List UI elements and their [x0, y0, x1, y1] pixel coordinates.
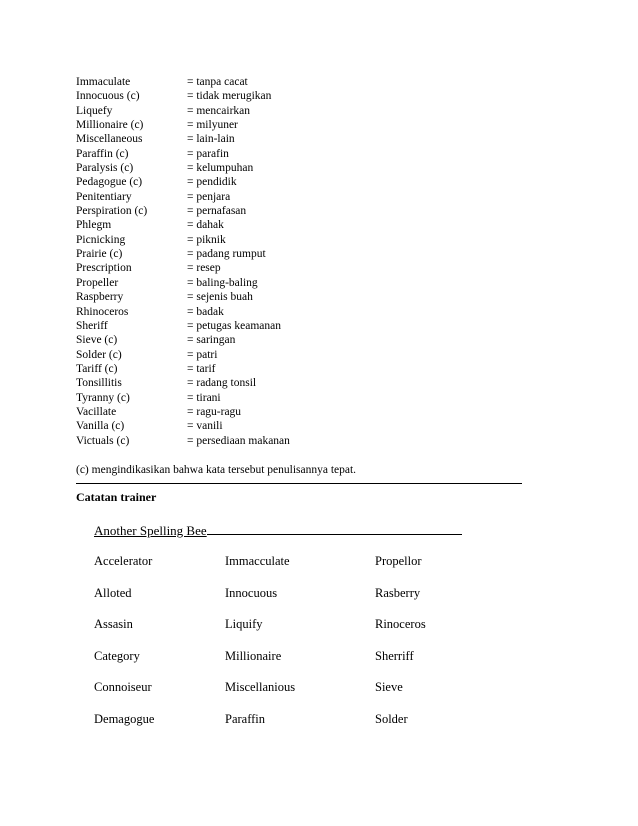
- glossary-row: [76, 118, 576, 132]
- glossary-term: Rhinoceros: [76, 305, 129, 318]
- spelling-bee-row: [94, 648, 495, 680]
- spelling-bee-row: [94, 711, 495, 743]
- glossary-row: [76, 362, 576, 376]
- spelling-bee-word: Rinoceros: [375, 617, 426, 631]
- glossary-meaning: = penjara: [187, 190, 231, 203]
- spelling-bee-grid: [94, 553, 495, 742]
- glossary-row: [76, 204, 576, 218]
- glossary-meaning: = pernafasan: [187, 205, 247, 218]
- glossary-row: [76, 405, 576, 419]
- glossary-row: [76, 89, 576, 103]
- glossary-term: Tyranny (c): [76, 391, 130, 404]
- glossary-meaning: = saringan: [187, 334, 236, 347]
- spelling-bee-word: Sherriff: [375, 648, 414, 663]
- spelling-bee-row: [94, 553, 495, 585]
- glossary-meaning: = tanpa cacat: [187, 76, 248, 88]
- glossary-meaning: = vanili: [187, 420, 223, 433]
- glossary-term: Vanilla (c): [76, 420, 125, 433]
- trainer-notes-heading: Catatan trainer: [76, 490, 157, 504]
- spelling-bee-word: Connoiseur: [94, 680, 152, 694]
- glossary-row: [76, 147, 576, 161]
- spelling-bee-word: Solder: [375, 711, 408, 726]
- title-underline-blank: [207, 521, 462, 535]
- glossary-row: [76, 376, 576, 390]
- glossary-meaning: = padang rumput: [187, 248, 266, 261]
- spelling-bee-word: Innocuous: [225, 585, 278, 600]
- glossary-row: [76, 247, 576, 261]
- glossary-term: Immaculate: [76, 76, 131, 88]
- glossary-meaning: = radang tonsil: [187, 377, 257, 390]
- glossary-row: [76, 348, 576, 362]
- glossary-meaning: = persediaan makanan: [187, 434, 290, 447]
- glossary-term: Tariff (c): [76, 362, 118, 375]
- glossary-term: Innocuous (c): [76, 90, 140, 103]
- glossary-term: Propeller: [76, 276, 119, 289]
- glossary-list: [76, 75, 576, 448]
- spelling-bee-word: Rasberry: [375, 585, 421, 600]
- glossary-term: Paralysis (c): [76, 162, 134, 175]
- glossary-term: Picnicking: [76, 233, 126, 246]
- glossary-meaning: = milyuner: [187, 119, 238, 132]
- glossary-term: Solder (c): [76, 348, 122, 361]
- glossary-term: Prescription: [76, 262, 132, 275]
- glossary-term: Prairie (c): [76, 248, 123, 261]
- glossary-term: Sheriff: [76, 319, 108, 332]
- glossary-meaning: = ragu-ragu: [187, 405, 242, 418]
- glossary-meaning: = petugas keamanan: [187, 319, 281, 332]
- glossary-meaning: = mencairkan: [187, 104, 250, 117]
- spelling-bee-word: Alloted: [94, 585, 132, 600]
- glossary-row: [76, 305, 576, 319]
- glossary-row: [76, 104, 576, 118]
- spelling-bee-row: [94, 585, 495, 617]
- spelling-bee-row: [94, 679, 495, 711]
- glossary-row: [76, 319, 576, 333]
- glossary-term: Liquefy: [76, 104, 113, 117]
- spelling-bee-word: Category: [94, 648, 140, 663]
- spelling-bee-row: [94, 616, 495, 648]
- spelling-bee-word: Liquify: [225, 617, 263, 631]
- glossary-term: Tonsillitis: [76, 377, 122, 390]
- spelling-bee-word: Assasin: [94, 617, 133, 631]
- spelling-bee-word: Immacculate: [225, 554, 290, 568]
- glossary-term: Pedagogue (c): [76, 176, 143, 189]
- glossary-row: [76, 233, 576, 247]
- glossary-meaning: = parafin: [187, 147, 229, 160]
- glossary-term: Victuals (c): [76, 434, 130, 447]
- spelling-bee-word: Millionaire: [225, 648, 282, 663]
- glossary-meaning: = dahak: [187, 219, 224, 232]
- glossary-meaning: = baling-baling: [187, 276, 258, 289]
- glossary-term: Raspberry: [76, 291, 124, 304]
- glossary-row: [76, 333, 576, 347]
- correct-spelling-note: (c) mengindikasikan bahwa kata tersebut penulisannya tepat.: [76, 464, 357, 476]
- glossary-meaning: = piknik: [187, 233, 226, 246]
- section-divider: [76, 483, 522, 484]
- glossary-row: [76, 161, 576, 175]
- glossary-meaning: = badak: [187, 305, 224, 318]
- glossary-meaning: = lain-lain: [187, 133, 235, 146]
- spelling-bee-word: Demagogue: [94, 711, 155, 726]
- glossary-row: [76, 190, 576, 204]
- glossary-row: [76, 391, 576, 405]
- spelling-bee-word: Propellor: [375, 554, 422, 568]
- glossary-row: [76, 434, 576, 448]
- spelling-bee-title-text: Another Spelling Bee: [94, 523, 207, 538]
- glossary-term: Perspiration (c): [76, 205, 148, 218]
- spelling-bee-word: Paraffin: [225, 711, 266, 726]
- glossary-row: [76, 175, 576, 189]
- glossary-term: Sieve (c): [76, 334, 118, 347]
- glossary-term: Phlegm: [76, 219, 112, 232]
- spelling-bee-word: Miscellanious: [225, 680, 296, 694]
- glossary-row: [76, 261, 576, 275]
- spelling-bee-title: [94, 521, 462, 539]
- glossary-row: [76, 290, 576, 304]
- glossary-term: Penitentiary: [76, 190, 132, 203]
- glossary-term: Paraffin (c): [76, 147, 129, 160]
- glossary-row: [76, 218, 576, 232]
- glossary-meaning: = tirani: [187, 391, 221, 404]
- glossary-meaning: = pendidik: [187, 176, 237, 189]
- glossary-term: Miscellaneous: [76, 133, 143, 146]
- glossary-meaning: = patri: [187, 348, 218, 361]
- glossary-term: Vacillate: [76, 405, 117, 418]
- glossary-meaning: = tidak merugikan: [187, 90, 272, 103]
- glossary-row: [76, 276, 576, 290]
- glossary-meaning: = resep: [187, 262, 221, 275]
- glossary-meaning: = tarif: [187, 362, 216, 375]
- glossary-row: [76, 75, 576, 89]
- spelling-bee-word: Accelerator: [94, 554, 153, 568]
- glossary-meaning: = kelumpuhan: [187, 162, 254, 175]
- glossary-row: [76, 419, 576, 433]
- glossary-meaning: = sejenis buah: [187, 291, 253, 304]
- glossary-row: [76, 132, 576, 146]
- spelling-bee-word: Sieve: [375, 680, 403, 694]
- glossary-term: Millionaire (c): [76, 119, 144, 132]
